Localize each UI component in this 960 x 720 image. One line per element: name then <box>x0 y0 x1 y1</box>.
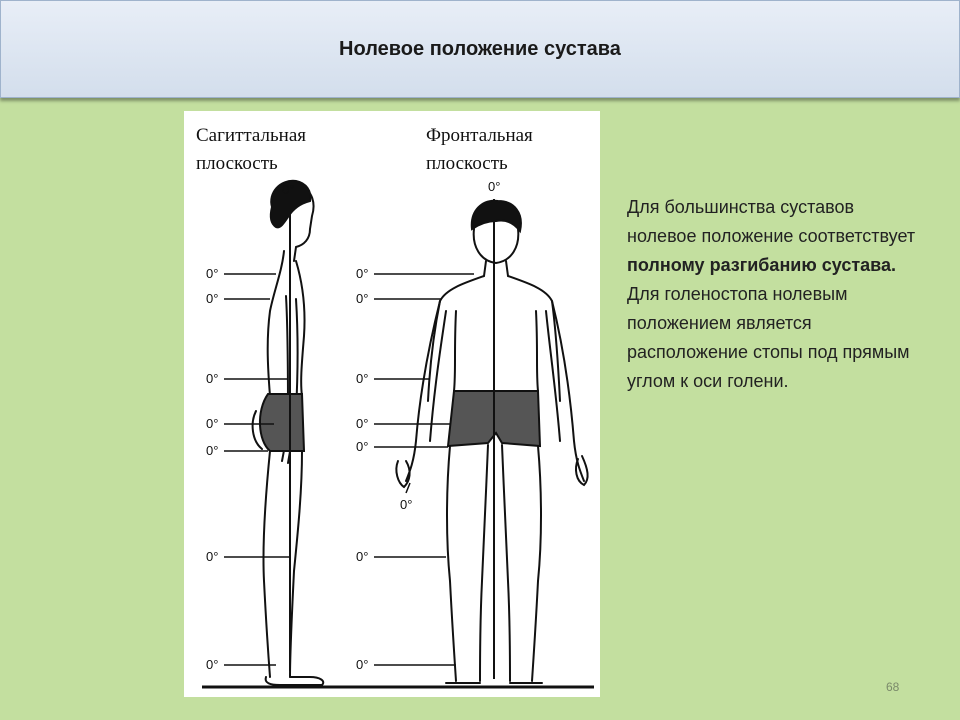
zero-mark-sag-4: 0° <box>206 416 219 431</box>
zero-mark-front-4: 0° <box>356 416 369 431</box>
description-text <box>627 193 917 396</box>
sagittal-figure <box>253 181 324 685</box>
zero-mark-front-7: 0° <box>356 657 369 672</box>
zero-mark-front-5: 0° <box>356 439 369 454</box>
zero-mark-sag-6: 0° <box>206 549 219 564</box>
zero-mark-sag-3: 0° <box>206 371 219 386</box>
zero-mark-sag-7: 0° <box>206 657 219 672</box>
sagittal-label-line2: плоскость <box>196 153 278 174</box>
zero-mark-sag-head: 0° <box>282 182 295 197</box>
joint-zero-position-figure <box>184 111 600 697</box>
sagittal-label-line1: Сагиттальная <box>196 125 306 146</box>
description-bold: полному разгибанию сустава. <box>627 255 896 275</box>
frontal-zero-markers <box>374 274 474 665</box>
zero-mark-front-6: 0° <box>356 549 369 564</box>
title-bar <box>0 0 960 98</box>
zero-mark-front-2: 0° <box>356 291 369 306</box>
zero-mark-front-head: 0° <box>488 179 501 194</box>
frontal-label-line2: плоскость <box>426 153 508 174</box>
frontal-label-line1: Фронтальная <box>426 125 533 146</box>
zero-mark-front-3: 0° <box>356 371 369 386</box>
sagittal-zero-markers <box>224 274 290 665</box>
description-part1: Для большинства суставов нолевое положение соответствует <box>627 197 916 246</box>
zero-mark-sag-5: 0° <box>206 443 219 458</box>
zero-mark-sag-2: 0° <box>206 291 219 306</box>
zero-mark-front-1: 0° <box>356 266 369 281</box>
zero-mark-sag-1: 0° <box>206 266 219 281</box>
page-number: 68 <box>886 680 900 694</box>
frontal-figure <box>396 201 587 683</box>
description-part2: Для голеностопа нолевым положением является расположение стопы под прямым углом к оси голени. <box>627 284 910 391</box>
zero-mark-front-hand: 0° <box>400 497 413 512</box>
slide-title: Нолевое положение сустава <box>339 37 621 60</box>
